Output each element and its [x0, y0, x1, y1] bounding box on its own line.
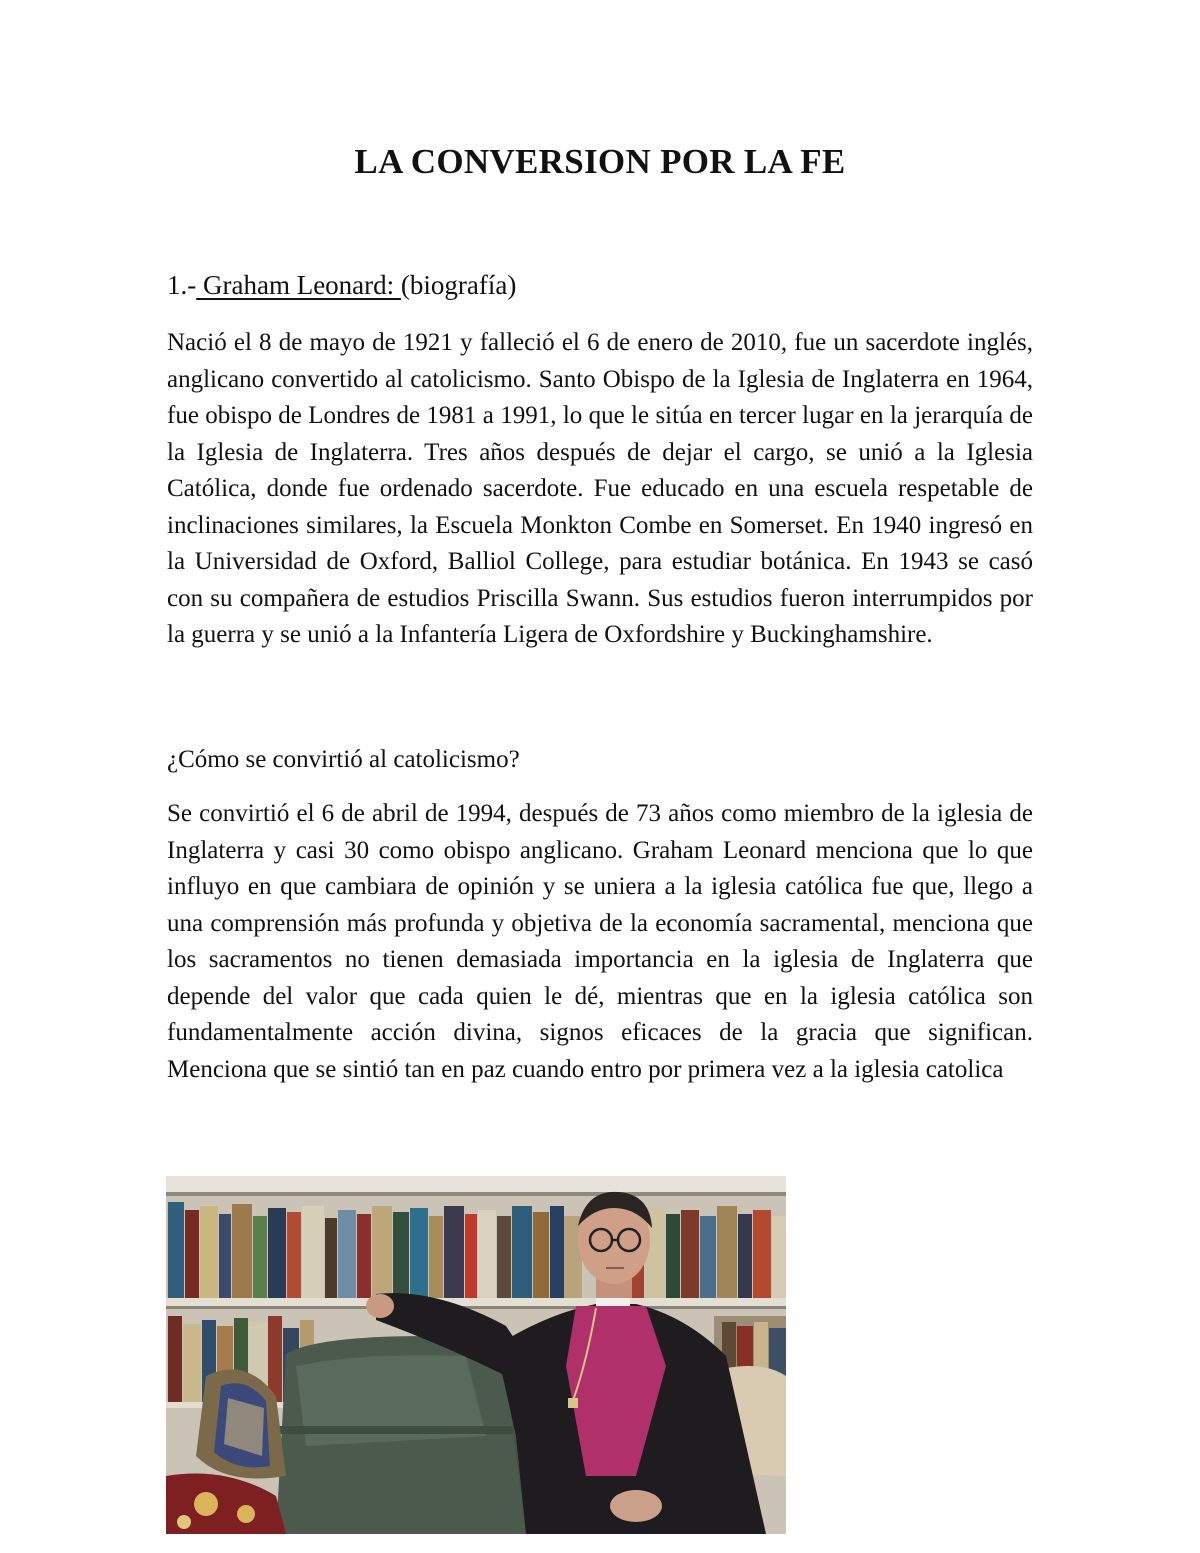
section-number: 1.-: [167, 270, 197, 300]
conversion-paragraph: Se convirtió el 6 de abril de 1994, después de 73 años como miembro de la iglesia de Inglaterra y casi 30 como obispo anglicano. Graham Leonard menciona que lo que influyo en que cambiara de opinión y se uniera a la iglesia católica fue que, llego a una comprensión más profunda y objetiva de la economía sacramental, menciona que los sacramentos no tienen demasiada importancia en la iglesia de Inglaterra que depende del valor que cada quien le dé, mientras que en la iglesia católica son fundamentalmente acción divina, signos eficaces de la gracia que significan. Menciona que se sintió tan en paz cuando entro por primera vez a la iglesia catolica: [167, 800, 1033, 1083]
portrait-photo: [166, 1176, 786, 1534]
section-name: Graham Leonard:: [196, 270, 401, 300]
document-title: LA CONVERSION POR LA FE: [354, 142, 846, 181]
bookshelf-row-1: [168, 1202, 786, 1298]
section-note: (biografía): [400, 270, 517, 300]
conversion-question: ¿Cómo se convirtió al catolicismo?: [167, 746, 520, 773]
biography-paragraph: Nació el 8 de mayo de 1921 y falleció el 6 de enero de 2010, fue un sacerdote inglés, anglicano convertido al catolicismo. Santo Obispo de la Iglesia de Inglaterra en 1964, fue obispo de Londres de 1981 a 1991, lo que le sitúa en tercer lugar en la jerarquía de la Iglesia de Inglaterra. Tres años después de dejar el cargo, se unió a la Iglesia Católica, donde fue ordenado sacerdote. Fue educado en una escuela respetable de inclinaciones similares, la Escuela Monkton Combe en Somerset. En 1940 ingresó en la Universidad de Oxford, Balliol College, para estudiar botánica. En 1943 se casó con su compañera de estudios Priscilla Swann. Sus estudios fueron interrumpidos por la guerra y se unió a la Infantería Ligera de Oxfordshire y Buckinghamshire.: [167, 329, 1033, 648]
section-heading: [167, 270, 516, 301]
